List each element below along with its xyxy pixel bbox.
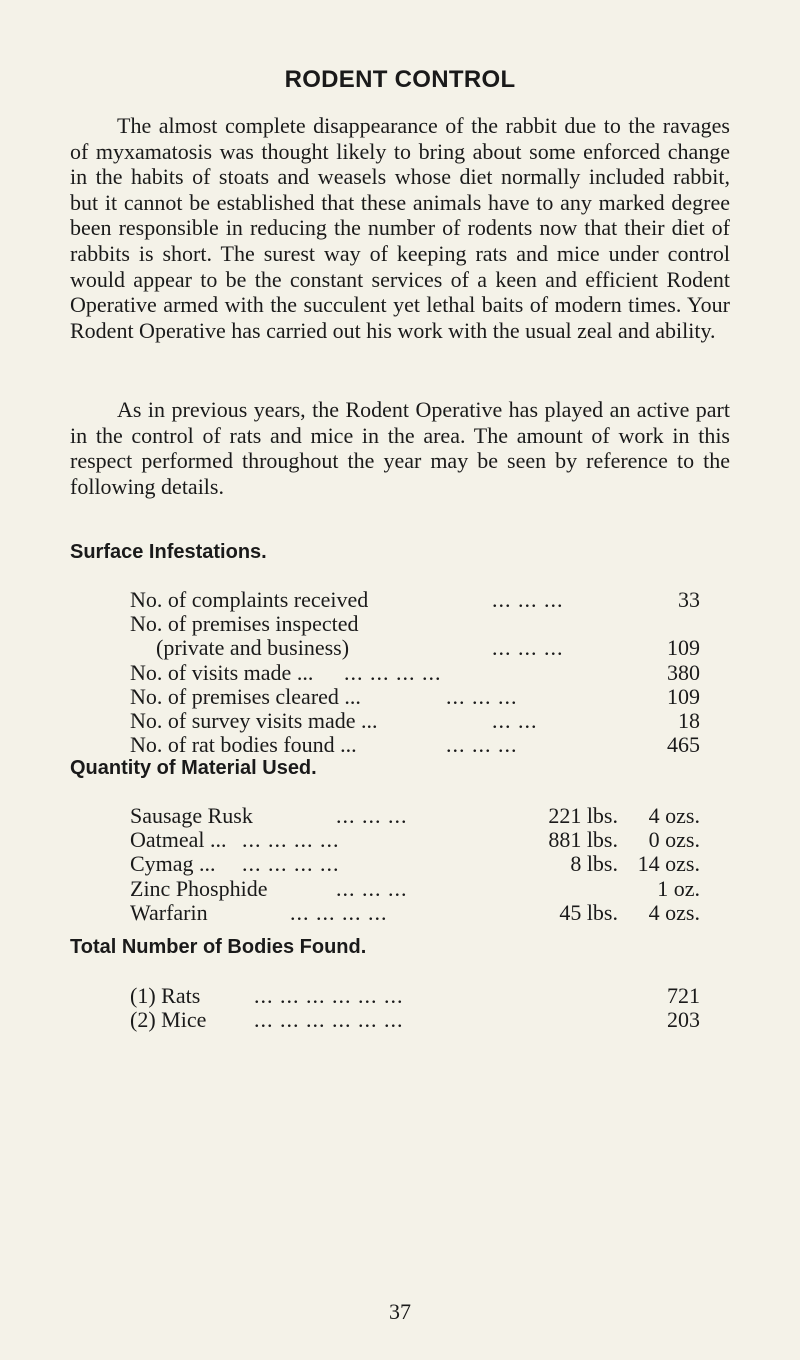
item-ozs: 4 ozs. bbox=[648, 899, 700, 925]
leader-dots: ... ... ... ... ... ... bbox=[254, 1007, 404, 1033]
leader-dots: ... ... ... bbox=[446, 732, 518, 758]
item-value: 721 bbox=[667, 983, 700, 1008]
list-item bbox=[130, 588, 700, 612]
item-ozs: 4 ozs. bbox=[648, 803, 700, 828]
page-title: RODENT CONTROL bbox=[284, 66, 516, 93]
intro-paragraph: The almost complete disappearance of the rabbit due to the ravages of myxamatosis was thought likely to bring about some enforced change in the habits of stoats and weasels whose diet normally included rabbit, but it cannot be established that these animals have to any marked degree been responsible in reducing the number of rodents now that their diet of rabbits is short. The surest way of keeping rats and mice under control would appear to be the constant services of a keen and efficient Rodent Operative armed with the succulent yet lethal baits of modern times. Your Rodent Operative has carried out his work with the usual zeal and ability. bbox=[70, 113, 730, 343]
list-item bbox=[130, 1008, 700, 1032]
list-item bbox=[130, 661, 700, 685]
leader-dots: ... ... ... ... ... ... bbox=[254, 983, 404, 1008]
material-used-heading: Quantity of Material Used. bbox=[70, 757, 317, 779]
list-item bbox=[130, 828, 700, 852]
item-value: 109 bbox=[667, 635, 700, 661]
item-value: 465 bbox=[667, 732, 700, 758]
list-item bbox=[130, 877, 700, 901]
leader-dots: ... ... ... ... bbox=[290, 899, 388, 925]
item-label: Warfarin bbox=[130, 899, 208, 925]
item-label: No. of rat bodies found ... bbox=[130, 732, 357, 758]
item-lbs: 221 lbs. bbox=[548, 803, 618, 828]
leader-dots: ... ... ... bbox=[336, 803, 408, 828]
item-value: 33 bbox=[678, 587, 700, 612]
item-ozs: 0 ozs. bbox=[648, 827, 700, 853]
item-lbs: 881 lbs. bbox=[548, 827, 618, 853]
list-item bbox=[130, 804, 700, 828]
leader-dots: ... ... ... ... bbox=[242, 827, 340, 853]
leader-dots: ... ... ... bbox=[492, 635, 564, 661]
surface-infestations-heading: Surface Infestations. bbox=[70, 541, 267, 563]
item-label: No. of premises cleared ... bbox=[130, 683, 361, 709]
item-label: Zinc Phosphide bbox=[130, 875, 268, 901]
item-label: No. of premises inspected bbox=[130, 611, 359, 637]
page-number: 37 bbox=[389, 1299, 411, 1324]
material-used-list bbox=[130, 804, 700, 925]
surface-infestations-list bbox=[130, 588, 700, 757]
item-value: 203 bbox=[667, 1007, 700, 1033]
list-item bbox=[130, 852, 700, 876]
list-item bbox=[130, 733, 700, 757]
list-item bbox=[130, 612, 700, 636]
item-label: Oatmeal ... bbox=[130, 827, 227, 853]
leader-dots: ... ... ... ... bbox=[344, 659, 442, 685]
item-label: (1) Rats bbox=[130, 983, 201, 1008]
item-label: (private and business) bbox=[156, 635, 350, 661]
list-item bbox=[130, 636, 700, 660]
leader-dots: ... ... ... ... bbox=[242, 851, 340, 877]
bodies-found-list bbox=[130, 984, 700, 1032]
item-label: (2) Mice bbox=[130, 1007, 207, 1033]
item-ozs: 14 ozs. bbox=[637, 851, 700, 877]
list-item bbox=[130, 685, 700, 709]
item-lbs: 45 lbs. bbox=[559, 899, 618, 925]
item-label: No. of visits made ... bbox=[130, 659, 314, 685]
leader-dots: ... ... ... bbox=[446, 683, 518, 709]
bodies-found-heading: Total Number of Bodies Found. bbox=[70, 936, 367, 958]
item-lbs: 8 lbs. bbox=[570, 851, 618, 877]
details-paragraph: As in previous years, the Rodent Operative has played an active part in the control of rats and mice in the area. The amount of work in this respect performed throughout the year may be seen by reference to the following details. bbox=[70, 397, 730, 499]
leader-dots: ... ... ... bbox=[492, 587, 564, 612]
leader-dots: ... ... ... bbox=[336, 875, 408, 901]
item-ozs: 1 oz. bbox=[657, 875, 700, 901]
item-value: 18 bbox=[678, 707, 700, 733]
item-label: No. of survey visits made ... bbox=[130, 707, 378, 733]
document-page bbox=[70, 0, 730, 1360]
list-item bbox=[130, 901, 700, 925]
item-value: 380 bbox=[667, 659, 700, 685]
item-label: Sausage Rusk bbox=[130, 803, 253, 828]
leader-dots: ... ... bbox=[492, 707, 538, 733]
item-label: Cymag ... bbox=[130, 851, 216, 877]
list-item bbox=[130, 709, 700, 733]
list-item bbox=[130, 984, 700, 1008]
item-value: 109 bbox=[667, 683, 700, 709]
item-label: No. of complaints received bbox=[130, 587, 369, 612]
